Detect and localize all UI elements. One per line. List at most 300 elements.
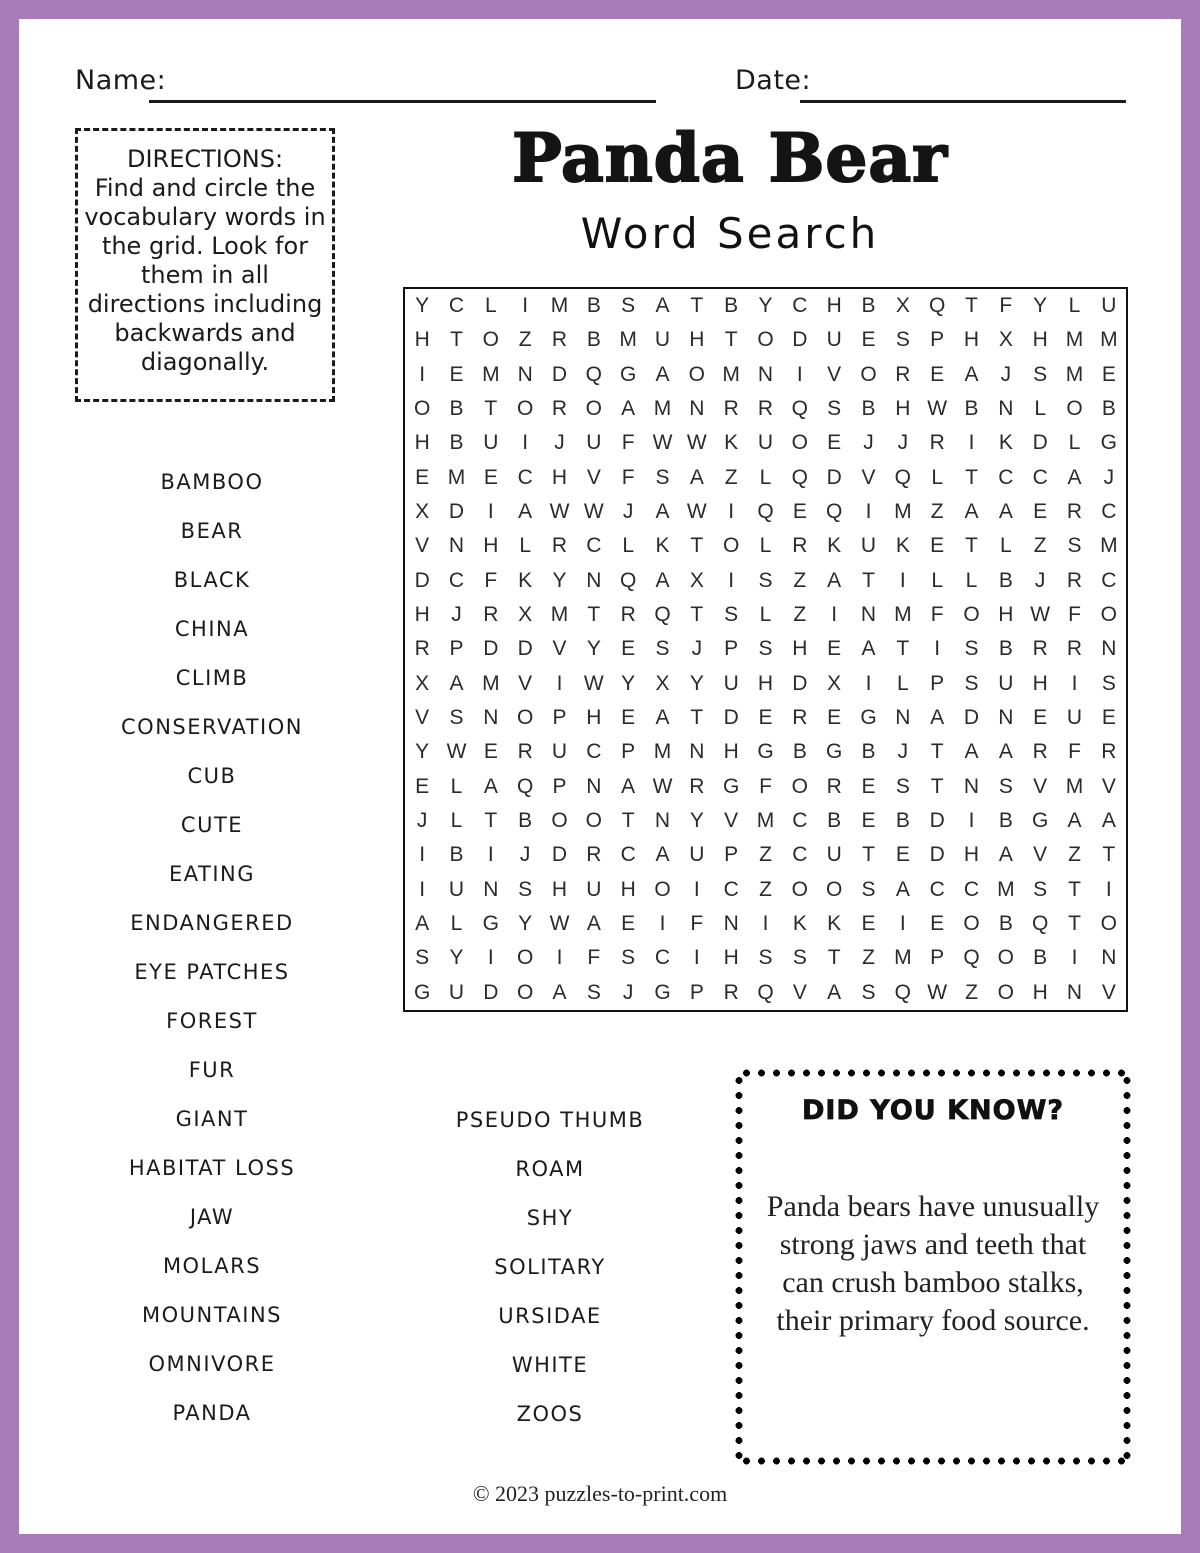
grid-cell: R (757, 397, 774, 421)
grid-cell: I (796, 362, 803, 386)
grid-cell: X (415, 500, 430, 524)
grid-cell: W (686, 500, 707, 524)
grid-cell: C (963, 877, 980, 901)
grid-cell: T (1102, 843, 1116, 867)
grid-cell: C (1032, 465, 1048, 489)
grid-cell: G (619, 362, 637, 386)
word-list-item: GIANT (175, 1106, 249, 1131)
grid-cell: W (549, 500, 570, 524)
grid-cell: G (825, 740, 843, 764)
grid-cell: I (556, 946, 563, 970)
word-list-item: BEAR (180, 518, 244, 543)
grid-cell: O (1066, 397, 1083, 421)
grid-cell: V (792, 980, 807, 1004)
grid-cell: M (894, 603, 912, 627)
grid-cell: G (482, 912, 499, 936)
grid-cell: A (449, 671, 464, 695)
grid-cell: V (552, 637, 567, 661)
grid-cell: Z (793, 603, 807, 627)
page-title: Panda Bear (512, 119, 948, 197)
grid-cell: A (621, 774, 636, 798)
grid-cell: R (689, 774, 705, 798)
grid-cell: I (522, 431, 529, 455)
grid-cell: H (1032, 328, 1048, 352)
grid-cell: N (860, 603, 877, 627)
grid-cell: E (861, 774, 876, 798)
grid-cell: O (482, 328, 499, 352)
grid-cell: B (895, 809, 910, 833)
grid-cell: L (450, 809, 463, 833)
word-list-item: JAW (189, 1204, 235, 1229)
grid-cell: M (894, 500, 912, 524)
grid-cell: B (998, 568, 1013, 592)
grid-cell: A (655, 362, 670, 386)
grid-cell: H (1032, 671, 1048, 695)
grid-cell: V (1101, 980, 1116, 1004)
grid-cell: C (929, 877, 945, 901)
grid-cell: J (897, 740, 909, 764)
grid-cell: A (964, 740, 979, 764)
name-input-line[interactable] (149, 100, 656, 103)
grid-cell: Q (963, 946, 980, 970)
grid-cell: U (483, 431, 499, 455)
grid-cell: S (1033, 877, 1048, 901)
grid-cell: N (689, 740, 705, 764)
grid-cell: D (448, 500, 465, 524)
grid-cell: J (622, 500, 634, 524)
grid-cell: I (419, 362, 426, 386)
grid-cell: M (1065, 362, 1084, 386)
grid-cell: S (827, 397, 842, 421)
grid-cell: D (1032, 431, 1048, 455)
grid-cell: A (586, 912, 601, 936)
grid-cell: D (929, 809, 945, 833)
page-subtitle: Word Search (580, 209, 880, 258)
word-list-item: WHITE (511, 1352, 589, 1377)
grid-cell: E (621, 912, 636, 936)
word-list-item: EATING (168, 861, 255, 886)
grid-cell: N (1066, 980, 1083, 1004)
did-you-know-text: Panda bears have unusually strong jaws and teeth that can crush bamboo stalks, their primary food source. (766, 1190, 1100, 1337)
grid-cell: P (724, 637, 739, 661)
grid-cell: U (448, 877, 465, 901)
grid-cell: A (998, 843, 1013, 867)
grid-cell: Y (518, 912, 533, 936)
grid-cell: R (723, 980, 739, 1004)
grid-cell: E (1101, 362, 1116, 386)
grid-cell: I (419, 843, 426, 867)
grid-cell: A (998, 500, 1013, 524)
grid-cell: D (414, 568, 430, 592)
grid-cell: L (484, 294, 497, 318)
grid-cell: J (691, 637, 703, 661)
grid-cell: H (895, 397, 911, 421)
grid-cell: P (621, 740, 636, 764)
grid-cell: Y (552, 568, 567, 592)
grid-cell: S (861, 877, 876, 901)
grid-cell: A (861, 637, 876, 661)
grid-cell: C (998, 465, 1014, 489)
grid-cell: E (483, 465, 498, 489)
grid-cell: T (1068, 912, 1081, 936)
grid-cell: E (861, 809, 876, 833)
grid-cell: J (519, 843, 531, 867)
grid-cell: D (723, 706, 739, 730)
grid-cell: M (1065, 774, 1084, 798)
word-list-item: PSEUDO THUMB (455, 1107, 645, 1132)
grid-cell: O (997, 946, 1014, 970)
word-list-item: SHY (526, 1205, 574, 1230)
grid-cell: T (484, 809, 498, 833)
grid-cell: S (1033, 362, 1048, 386)
grid-cell: A (655, 843, 670, 867)
grid-cell: F (759, 774, 772, 798)
grid-cell: S (792, 946, 807, 970)
grid-cell: U (586, 431, 602, 455)
grid-cell: I (968, 431, 975, 455)
grid-cell: T (896, 637, 910, 661)
grid-cell: E (415, 465, 430, 489)
grid-cell: B (998, 912, 1013, 936)
grid-cell: S (964, 637, 979, 661)
grid-cell: R (551, 397, 568, 421)
grid-cell: A (621, 397, 636, 421)
grid-cell: A (1067, 465, 1082, 489)
grid-cell: L (450, 774, 463, 798)
grid-cell: V (518, 671, 533, 695)
grid-cell: D (483, 637, 499, 661)
grid-cell: J (1103, 465, 1115, 489)
grid-cell: O (516, 946, 534, 970)
grid-cell: L (759, 534, 772, 558)
grid-cell: C (792, 843, 808, 867)
grid-cell: P (724, 843, 739, 867)
grid-cell: H (414, 328, 430, 352)
grid-cell: R (517, 740, 533, 764)
grid-cell: I (899, 568, 906, 592)
grid-cell: A (552, 980, 567, 1004)
grid-cell: M (894, 946, 912, 970)
grid-cell: K (655, 534, 670, 558)
grid-cell: A (655, 568, 670, 592)
grid-cell: F (621, 431, 635, 455)
grid-cell: I (522, 294, 529, 318)
grid-cell: O (722, 534, 740, 558)
grid-cell: B (998, 637, 1013, 661)
grid-cell: X (895, 294, 910, 318)
grid-cell: M (997, 877, 1015, 901)
grid-cell: X (998, 328, 1013, 352)
grid-cell: I (899, 912, 906, 936)
grid-cell: O (963, 912, 980, 936)
grid-cell: I (693, 877, 700, 901)
grid-cell: Q (894, 980, 911, 1004)
grid-cell: O (516, 397, 534, 421)
grid-cell: V (415, 534, 430, 558)
word-list-item: BAMBOO (160, 469, 264, 494)
grid-cell: Z (930, 500, 944, 524)
grid-cell: F (930, 603, 944, 627)
grid-cell: E (621, 706, 636, 730)
grid-cell: M (550, 294, 569, 318)
grid-cell: D (826, 465, 842, 489)
grid-cell: I (728, 500, 735, 524)
grid-cell: E (621, 637, 636, 661)
grid-cell: X (689, 568, 704, 592)
grid-cell: D (929, 843, 945, 867)
grid-cell: B (998, 809, 1013, 833)
grid-cell: S (861, 980, 876, 1004)
word-list-item: CUTE (180, 812, 244, 837)
grid-cell: W (686, 431, 707, 455)
grid-cell: B (586, 294, 601, 318)
grid-cell: M (482, 671, 500, 695)
grid-cell: F (999, 294, 1013, 318)
word-list-item: EYE PATCHES (134, 959, 290, 984)
grid-cell: N (998, 397, 1014, 421)
grid-cell: H (723, 946, 739, 970)
grid-cell: M (1065, 328, 1084, 352)
grid-cell: U (860, 534, 877, 558)
grid-cell: P (552, 774, 567, 798)
grid-cell: S (655, 637, 670, 661)
grid-cell: H (620, 877, 636, 901)
grid-cell: Y (449, 946, 464, 970)
grid-cell: U (998, 671, 1014, 695)
grid-cell: E (1101, 706, 1116, 730)
grid-cell: P (552, 706, 567, 730)
grid-cell: A (998, 740, 1013, 764)
word-list-item: ROAM (515, 1156, 585, 1181)
grid-cell: E (930, 534, 945, 558)
word-list-item: MOLARS (162, 1253, 262, 1278)
grid-cell: T (621, 809, 635, 833)
grid-cell: F (1068, 740, 1081, 764)
grid-cell: W (927, 397, 948, 421)
grid-cell: O (997, 980, 1014, 1004)
grid-cell: S (724, 603, 739, 627)
grid-cell: D (792, 328, 808, 352)
word-list-item: SOLITARY (494, 1254, 606, 1279)
grid-cell: E (1033, 706, 1048, 730)
grid-cell: T (965, 534, 978, 558)
grid-cell: M (1100, 328, 1118, 352)
grid-cell: A (1101, 809, 1116, 833)
grid-cell: T (690, 706, 704, 730)
grid-cell: N (757, 362, 774, 386)
word-list-item: BLACK (173, 567, 251, 592)
grid-cell: D (517, 637, 533, 661)
grid-cell: L (759, 465, 772, 489)
grid-cell: O (551, 809, 568, 833)
grid-cell: L (931, 465, 943, 489)
grid-cell: R (1032, 740, 1048, 764)
grid-cell: W (583, 500, 604, 524)
word-list-item: OMNIVORE (148, 1351, 276, 1376)
grid-cell: R (895, 362, 911, 386)
grid-cell: A (655, 294, 670, 318)
grid-cell: S (895, 328, 910, 352)
grid-cell: A (964, 500, 979, 524)
grid-cell: O (413, 397, 431, 421)
grid-cell: J (1034, 568, 1046, 592)
grid-cell: J (416, 809, 428, 833)
word-list-item: CONSERVATION (121, 714, 303, 739)
grid-cell: F (690, 912, 704, 936)
grid-cell: L (759, 603, 772, 627)
grid-cell: X (827, 671, 842, 695)
grid-cell: O (825, 877, 843, 901)
copyright-text: © 2023 puzzles-to-print.com (472, 1481, 728, 1506)
grid-cell: C (448, 568, 465, 592)
grid-cell: K (518, 568, 533, 592)
date-label: Date: (735, 65, 812, 96)
grid-cell: C (586, 534, 602, 558)
grid-cell: H (689, 328, 705, 352)
grid-cell: T (862, 843, 875, 867)
grid-cell: C (1101, 568, 1117, 592)
grid-cell: Z (1033, 534, 1047, 558)
grid-cell: H (586, 706, 602, 730)
grid-cell: S (1067, 534, 1082, 558)
word-list-item: URSIDAE (498, 1303, 602, 1328)
grid-cell: L (931, 568, 943, 592)
grid-cell: S (449, 706, 464, 730)
grid-cell: Y (1033, 294, 1048, 318)
word-list-item: FOREST (166, 1008, 258, 1033)
grid-cell: S (586, 980, 601, 1004)
grid-cell: C (723, 877, 739, 901)
grid-cell: V (1033, 843, 1048, 867)
grid-cell: J (622, 980, 634, 1004)
directions-box (75, 128, 335, 402)
grid-cell: Y (758, 294, 773, 318)
grid-cell: O (757, 328, 774, 352)
did-you-know-box (735, 1069, 1131, 1465)
grid-cell: B (449, 397, 464, 421)
grid-cell: T (690, 603, 704, 627)
grid-cell: N (1101, 637, 1117, 661)
did-you-know-heading: DID YOU KNOW? (801, 1095, 1065, 1126)
grid-cell: Q (825, 500, 843, 524)
grid-cell: O (1100, 912, 1117, 936)
grid-cell: S (895, 774, 910, 798)
word-list-item: ZOOS (516, 1401, 584, 1426)
grid-cell: H (792, 637, 808, 661)
grid-cell: N (448, 534, 465, 558)
grid-cell: N (483, 706, 499, 730)
grid-cell: E (895, 843, 910, 867)
grid-cell: F (621, 465, 635, 489)
grid-cell: M (447, 465, 466, 489)
grid-cell: S (964, 671, 979, 695)
grid-cell: W (1030, 603, 1051, 627)
grid-cell: O (791, 774, 808, 798)
grid-cell: R (1066, 500, 1083, 524)
grid-cell: C (1101, 500, 1117, 524)
grid-cell: W (446, 740, 467, 764)
grid-cell: T (587, 603, 601, 627)
grid-cell: O (516, 980, 534, 1004)
title-block (335, 119, 1125, 257)
grid-cell: A (1067, 809, 1082, 833)
grid-cell: O (791, 877, 808, 901)
grid-cell: A (827, 980, 842, 1004)
grid-cell: E (930, 912, 945, 936)
grid-cell: R (826, 774, 842, 798)
directions-text: Find and circle the vocabulary words in the grid. Look for them in all directions including backwards and diagonally. (84, 174, 326, 376)
grid-cell: L (896, 671, 909, 695)
grid-cell: Z (965, 980, 978, 1004)
grid-cell: A (483, 774, 498, 798)
grid-cell: T (724, 328, 738, 352)
grid-cell: E (483, 740, 498, 764)
word-list-item: CHINA (174, 616, 250, 641)
date-input-line[interactable] (800, 100, 1126, 103)
grid-cell: S (1101, 671, 1116, 695)
grid-cell: P (930, 946, 945, 970)
grid-cell: O (791, 431, 808, 455)
grid-cell: E (827, 431, 842, 455)
grid-cell: N (517, 362, 533, 386)
grid-cell: Y (415, 740, 430, 764)
grid-cell: S (621, 946, 636, 970)
grid-cell: I (934, 637, 941, 661)
grid-cell: U (1066, 706, 1083, 730)
grid-cell: A (827, 568, 842, 592)
grid-cell: R (620, 603, 636, 627)
grid-cell: B (518, 809, 533, 833)
grid-cell: Z (793, 568, 807, 592)
grid-cell: B (861, 294, 876, 318)
grid-cell: E (930, 362, 945, 386)
word-list-item: PANDA (172, 1400, 252, 1425)
word-list-item: HABITAT LOSS (128, 1155, 296, 1180)
grid-cell: F (1068, 603, 1081, 627)
grid-cell: N (689, 397, 705, 421)
grid-cell: T (930, 774, 944, 798)
grid-cell: G (413, 980, 431, 1004)
grid-cell: E (861, 328, 876, 352)
grid-cell: V (861, 465, 876, 489)
grid-cell: F (587, 946, 601, 970)
grid-cell: X (415, 671, 430, 695)
grid-cell: B (792, 740, 807, 764)
grid-cell: R (483, 603, 499, 627)
grid-cell: B (586, 328, 601, 352)
grid-cell: Q (791, 465, 808, 489)
grid-cell: Q (516, 774, 534, 798)
grid-cell: T (484, 397, 498, 421)
grid-cell: T (965, 465, 978, 489)
grid-cell: O (1100, 603, 1117, 627)
grid-cell: R (723, 397, 739, 421)
grid-cell: Z (724, 465, 738, 489)
grid-cell: I (419, 877, 426, 901)
grid-cell: R (792, 706, 808, 730)
name-label: Name: (75, 65, 167, 96)
grid-cell: J (1000, 362, 1012, 386)
grid-cell: H (483, 534, 499, 558)
grid-cell: I (693, 946, 700, 970)
grid-cell: I (556, 671, 563, 695)
grid-cell: B (1033, 946, 1048, 970)
grid-cell: J (451, 603, 462, 627)
grid-cell: L (965, 568, 978, 592)
grid-cell: R (414, 637, 430, 661)
grid-cell: T (827, 946, 841, 970)
grid-cell: M (653, 740, 672, 764)
